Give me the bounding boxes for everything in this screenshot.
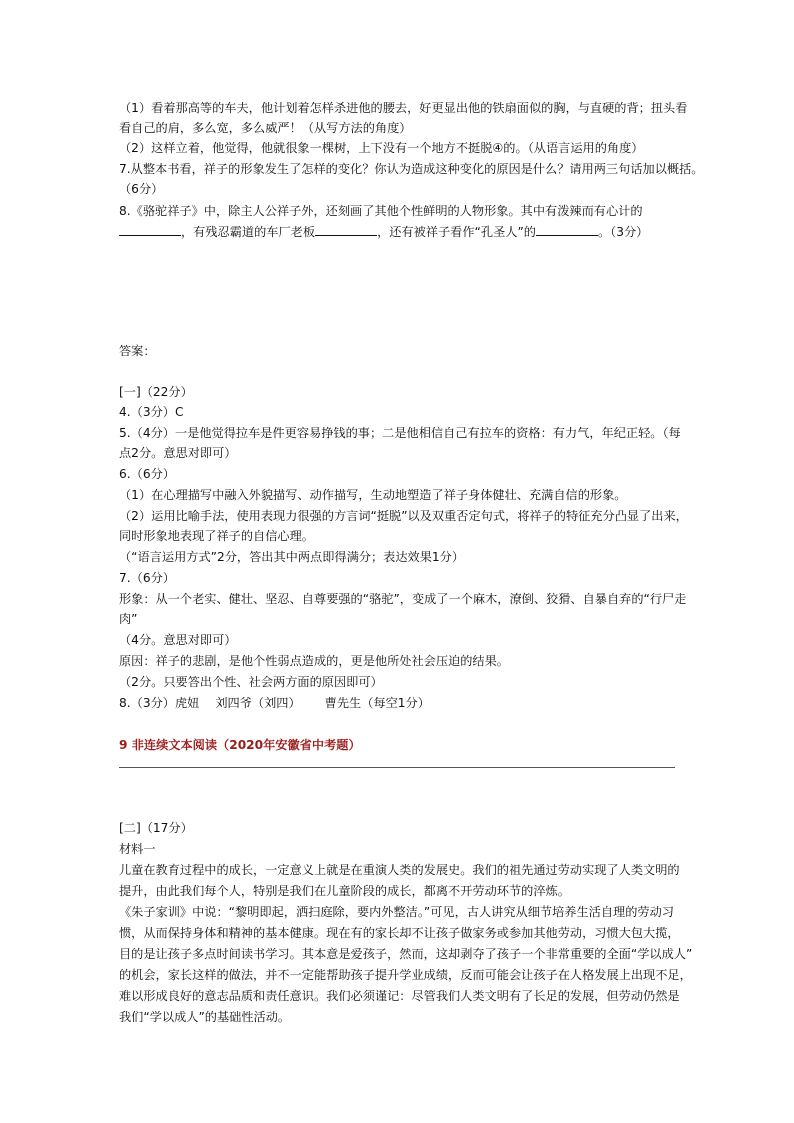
answer-7-reason-note: （2分。只要答出个性、社会两方面的原因即可） (119, 675, 383, 689)
answer-6: 6.（6分） (119, 467, 175, 481)
q8-part-b: ，还有被祥子看作“孔圣人”的 (377, 225, 536, 239)
material-p2-line2: 惯，从而保持身体和精神的基本健康。现在有的家长却不让孩子做家务或参加其他劳动，习惯大包大揽， (119, 926, 680, 940)
answer-7: 7.（6分） (119, 571, 175, 585)
answer-blank-1 (119, 223, 181, 236)
q8-line1: 8.《骆驼祥子》中，除主人公祥子外，还刻画了其他个性鲜明的人物形象。其中有泼辣而有心计的 (119, 204, 643, 218)
answer-blank-3 (536, 223, 598, 236)
q6-item1-line2: 看自己的肩，多么宽，多么威严！（从写方法的角度） (119, 121, 412, 135)
q6-item1-line1: （1）看着那高等的车夫，他计划着怎样杀进他的腰去，好更显出他的铁扇面似的胸，与直硬的背；扭头看 (119, 101, 688, 115)
q8-line2 (119, 222, 648, 242)
material-label: 材料一 (119, 842, 156, 856)
q8-part-a: ，有残忍霸道的车厂老板 (181, 225, 316, 239)
answer-6-1: （1）在心理描写中融入外貌描写、动作描写，生动地塑造了祥子身体健壮、充满自信的形象。 (119, 488, 627, 502)
answer-8-prefix: 8.（3分）虎妞 (119, 696, 200, 710)
section-divider (119, 767, 675, 768)
answer-7-image-note: （4分。意思对即可） (119, 633, 237, 647)
material-p2-line5: 难以形成良好的意志品质和责任意识。我们必须谨记：尽管我们人类文明有了长足的发展，但劳动仍然是 (119, 989, 680, 1003)
section-9-title: 9 非连续文本阅读（2020年安徽省中考题） (119, 738, 361, 752)
answer-8 (119, 693, 430, 713)
answer-5-line2: 点2分。意思对即可） (119, 446, 237, 460)
answer-6-note: （“语言运用方式”2分，答出其中两点即得满分；表达效果1分） (119, 550, 465, 564)
q6-item2: （2）这样立着，他觉得，他就很象一棵树，上下没有一个地方不挺脱④的。（从语言运用的角度） (119, 141, 644, 155)
material-p2-line1: 《朱子家训》中说：“黎明即起，洒扫庭除，要内外整洁。”可见，古人讲究从细节培养生活自理的劳动习 (119, 905, 674, 919)
answer-6-2-line1: （2）运用比喻手法，使用表现力很强的方言词“挺脱”以及双重否定句式，将祥子的特征充分凸显了出来， (119, 509, 688, 523)
answer-7-image-line2: 肉” (119, 612, 138, 626)
q8-part-c: 。（3分） (597, 225, 649, 239)
answers-section1: [一]（22分） (119, 385, 193, 399)
q7-line1: 7.从整本书看，祥子的形象发生了怎样的变化？你认为造成这种变化的原因是什么？请用两三句话加以概括。 (119, 162, 704, 176)
answer-6-2-line2: 同时形象地表现了祥子的自信心理。 (119, 529, 314, 543)
answers-heading: 答案： (119, 344, 156, 358)
answer-4: 4.（3分）C (119, 405, 184, 419)
answer-5-line1: 5.（4分）一是他觉得拉车是件更容易挣钱的事；二是他相信自己有拉车的资格：有力气，年纪正轻。（每 (119, 426, 681, 440)
q7-line2: （6分） (119, 182, 164, 196)
section2-header: [二]（17分） (119, 821, 193, 835)
answer-8-name2: 刘四爷（刘四） (215, 696, 301, 710)
answer-7-reason: 原因：祥子的悲剧，是他个性弱点造成的，更是他所处社会压迫的结果。 (119, 654, 509, 668)
material-p2-line3: 目的是让孩子多点时间读书学习。其本意是爱孩子，然而，这却剥夺了孩子一个非常重要的全面“学以成人” (119, 947, 693, 961)
material-p1-line2: 提升，由此我们每个人，特别是我们在儿童阶段的成长，都离不开劳动环节的淬炼。 (119, 884, 570, 898)
material-p1-line1: 儿童在教育过程中的成长，一定意义上就是在重演人类的发展史。我们的祖先通过劳动实现了人类文明的 (119, 863, 680, 877)
answer-7-image-line1: 形象：从一个老实、健壮、坚忍、自尊要强的“骆驼”，变成了一个麻木，潦倒、狡猾、自暴自弃的“行尸走 (119, 592, 687, 606)
answer-8-name3: 曹先生（每空1分） (324, 696, 430, 710)
material-p2-line6: 我们“学以成人”的基础性活动。 (119, 1010, 291, 1024)
material-p2-line4: 的机会，家长这样的做法，并不一定能帮助孩子提升学业成绩，反而可能会让孩子在人格发展上出现不足， (119, 968, 692, 982)
answer-blank-2 (315, 223, 377, 236)
